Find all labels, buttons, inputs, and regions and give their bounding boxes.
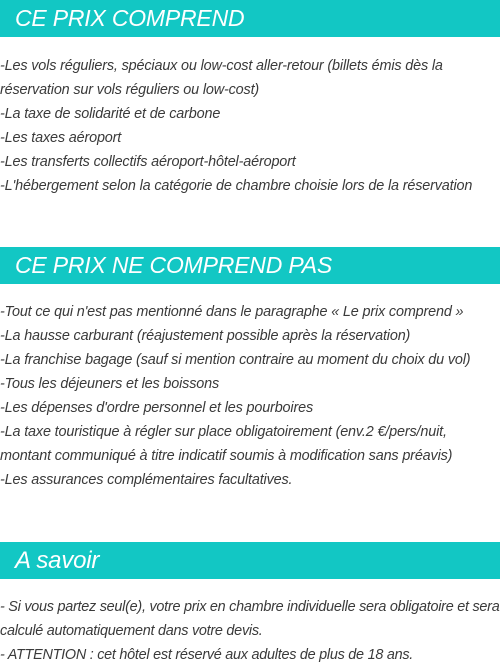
list-item: - Si vous partez seul(e), votre prix en chambre individuelle sera obligatoire et sera calculé automatiquement dans votre devis. <box>0 599 500 639</box>
list-item: -Les taxes aéroport <box>0 130 122 146</box>
list-item: - ATTENTION : cet hôtel est réservé aux adultes de plus de 18 ans. <box>0 647 414 663</box>
section-heading: CE PRIX NE COMPREND PAS <box>0 247 500 284</box>
section-good-to-know <box>0 542 500 667</box>
list-item: -L'hébergement selon la catégorie de chambre choisie lors de la réservation <box>0 178 473 194</box>
info-list <box>0 595 500 667</box>
excluded-list <box>0 300 500 492</box>
section-price-excludes <box>0 247 500 492</box>
section-heading: A savoir <box>0 542 500 579</box>
section-price-includes <box>0 0 500 198</box>
list-item: -La taxe touristique à régler sur place obligatoirement (env.2 €/pers/nuit, montant communiqué à titre indicatif soumis à modification sans préavis) <box>0 424 453 464</box>
list-item: -Tout ce qui n'est pas mentionné dans le paragraphe « Le prix comprend » <box>0 304 464 320</box>
list-item: -Tous les déjeuners et les boissons <box>0 376 219 392</box>
list-item: -La taxe de solidarité et de carbone <box>0 106 221 122</box>
list-item: -Les transferts collectifs aéroport-hôtel-aéroport <box>0 154 296 170</box>
section-heading: CE PRIX COMPREND <box>0 0 500 37</box>
list-item: -La hausse carburant (réajustement possible après la réservation) <box>0 328 411 344</box>
list-item: -Les assurances complémentaires facultatives. <box>0 472 293 488</box>
list-item: -Les vols réguliers, spéciaux ou low-cost aller-retour (billets émis dès la réservation sur vols réguliers ou low-cost) <box>0 58 443 98</box>
included-list <box>0 54 500 198</box>
list-item: -Les dépenses d'ordre personnel et les pourboires <box>0 400 313 416</box>
list-item: -La franchise bagage (sauf si mention contraire au moment du choix du vol) <box>0 352 471 368</box>
